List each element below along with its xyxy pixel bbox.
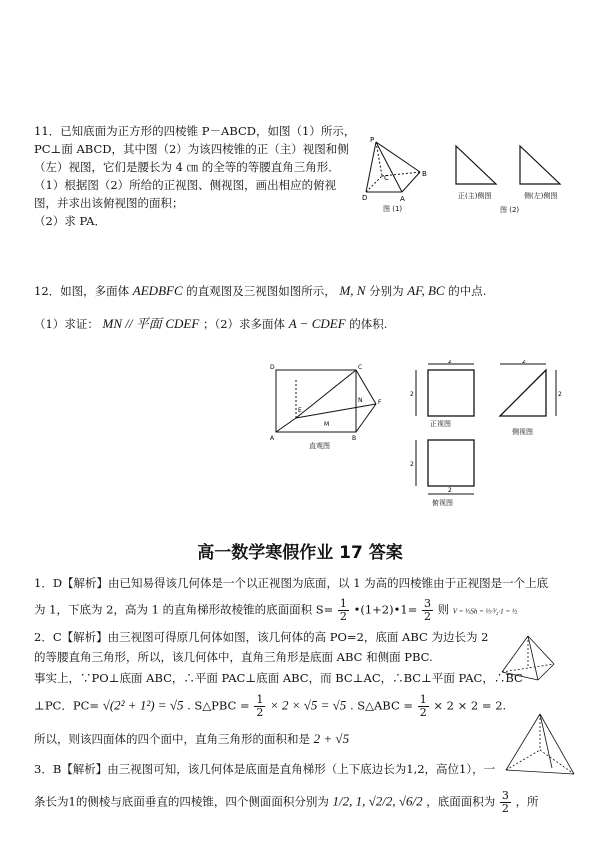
a1-text-d: 则 (437, 602, 450, 617)
front-caption: 正(主)侧图 (458, 192, 492, 200)
q12-solid-name: AEDBFC (132, 283, 183, 298)
label-p: P (370, 136, 375, 144)
label-c: C (384, 174, 389, 182)
side-view-triangle (516, 144, 564, 188)
a1-frac-den: 2 (339, 610, 347, 623)
q12-side-caption: 侧视图 (512, 428, 533, 436)
q12-text-g: 的中点. (448, 284, 487, 298)
a2-frac2-num: 1 (419, 693, 427, 706)
label-b: B (422, 170, 427, 178)
q12-segments: AF, BC (407, 283, 445, 298)
a3-frac-num: 3 (501, 789, 509, 802)
a3-frac (500, 790, 511, 815)
q12-side-view (492, 360, 564, 426)
a2-sabc: . S△ABC = (349, 698, 414, 713)
label-b12: B (352, 435, 357, 442)
q12-text-a: 12．如图，多面体 (34, 284, 130, 298)
q11-line-2: PC⊥面 ABCD，其中图（2）为该四棱锥的正（主）视图和侧 (34, 142, 349, 156)
side-dim-right: 2 (558, 391, 562, 398)
top-dim-bottom: 2 (448, 487, 452, 494)
q12-volume: 的体积. (349, 317, 388, 331)
a1-frac-num: 1 (339, 597, 347, 610)
direct-caption: 直观图 (309, 442, 330, 450)
fig1-caption: 图 (1) (383, 205, 403, 213)
label-d12: D (270, 364, 275, 371)
q11-line-1: 11．已知底面为正方形的四棱锥 P－ABCD，如图（1）所示， (34, 124, 356, 138)
q12-part2: ；（2）求多面体 (202, 317, 286, 331)
a3-text-e: ，所 (515, 794, 539, 809)
a2-line-2: 的等腰直角三角形，所以，该几何体中，直角三角形是底面 ABC 和侧面 PBC. (34, 650, 433, 664)
a3-text-d: ，底面面积为 (426, 794, 496, 809)
a3-text-b: 条长为1的侧棱与底面垂直的四棱锥，四个侧面面积分别为 (34, 794, 329, 809)
a2-pc-value: √(2² + 1²) = √5 (102, 697, 184, 713)
q11-line-3: （左）视图，它们是腰长为 4 ㎝ 的全等的等腰直角三角形． (34, 160, 340, 174)
q11-line-6: （2）求 PA． (34, 214, 106, 228)
q12-top-caption: 俯视图 (432, 499, 453, 507)
a2-frac1-num: 1 (256, 693, 264, 706)
a2-result: 2 + √5 (313, 731, 350, 746)
q12-plane: CDEF (165, 316, 200, 331)
a3-areas: 1/2, 1, √2/2, √6/2 (332, 793, 423, 809)
a2-line-4 (34, 694, 506, 719)
a2-pc: ⊥PC．PC= (34, 698, 100, 713)
a1-line-2 (34, 598, 517, 623)
q12-solid: A − CDEF (288, 316, 346, 331)
direct-view-figure (266, 360, 390, 444)
side-dim-top: 2 (522, 360, 526, 365)
a1-frac-2 (422, 598, 433, 623)
label-a: A (400, 195, 405, 203)
label-c12: C (358, 364, 363, 371)
a3-pyramid-figure (500, 710, 580, 780)
q12-top-view (408, 436, 478, 500)
q12-part1: （1）求证： (34, 317, 99, 331)
top-dim-left: 2 (410, 461, 414, 468)
a2-spbc: . S△PBC = (187, 698, 250, 713)
a2-conclusion: 所以，则该四面体的四个面中，直角三角形的面积和是 (34, 732, 310, 746)
a1-frac2-den: 2 (423, 610, 431, 623)
label-e12: E (298, 407, 302, 414)
q12-line-2 (34, 315, 387, 333)
front-dim-left: 2 (410, 391, 414, 398)
a1-frac (338, 598, 349, 623)
fig2-caption: 图 (2) (500, 206, 520, 214)
front-dim-top: 2 (448, 360, 452, 365)
pyramid-figure (362, 134, 444, 204)
label-a12: A (270, 435, 275, 442)
a1-volume: V = ⅓Sh = ⅓·³⁄₂·1 = ½ (452, 607, 518, 616)
q12-points-mn: M, N (339, 283, 366, 298)
label-n12: N (358, 397, 363, 404)
side-caption: 侧(左)侧图 (524, 192, 558, 200)
q12-front-caption: 正视图 (430, 420, 451, 428)
answers-title: 高一数学寒假作业 17 答案 (197, 543, 403, 563)
a2-tetrahedron-figure (498, 632, 560, 688)
label-m12: M (324, 421, 330, 428)
a1-text-b: 为 1，下底为 2，高为 1 的直角梯形故棱锥的底面面积 S= (34, 602, 334, 617)
a3-frac-den: 2 (501, 802, 509, 815)
a2-frac1-den: 2 (256, 706, 264, 719)
q11-line-4: （1）根据图（2）所给的正视图、侧视图，画出相应的俯视 (34, 178, 337, 192)
q11-line-5: 图，并求出该俯视图的面积； (34, 196, 184, 210)
a2-frac-1 (254, 694, 265, 719)
a2-line-3: 事实上，∵PO⊥底面 ABC，∴平面 PAC⊥底面 ABC，而 BC⊥AC，∴BC⊥平面 PAC，∴BC (34, 671, 523, 685)
a2-frac2-den: 2 (419, 706, 427, 719)
a2-line-1: 2．C【解析】由三视图可得原几何体如图，该几何体的高 PO=2，底面 ABC 为边长为 2 (34, 630, 489, 644)
a2-line-5 (34, 730, 349, 748)
a1-frac2-num: 3 (423, 597, 431, 610)
q12-line-1 (34, 282, 486, 300)
a1-line-1: 1．D【解析】由已知易得该几何体是一个以正视图为底面，以 1 为高的四棱锥由于正视图是一个上底 (34, 576, 549, 590)
a3-line-1: 3．B【解析】由三视图可知，该几何体是底面是直角梯形（上下底边长为1,2，高位1），一 (34, 762, 496, 776)
a2-spbc-value: × 2 × √5 = √5 (269, 697, 347, 713)
a3-line-2 (34, 790, 539, 815)
a1-text-c: •(1+2)•1= (353, 602, 418, 617)
q12-text-c: 的直观图及三视图如图所示， (186, 284, 336, 298)
q12-text-e: 分别为 (369, 284, 404, 298)
q12-front-view (408, 360, 478, 426)
label-d: D (362, 194, 368, 202)
label-f12: F (378, 399, 382, 406)
front-view-triangle (452, 144, 500, 188)
a2-frac-2 (418, 694, 429, 719)
a2-sabc-value: × 2 × 2 = 2. (433, 698, 507, 713)
q12-parallel: MN // 平面 (102, 316, 162, 331)
